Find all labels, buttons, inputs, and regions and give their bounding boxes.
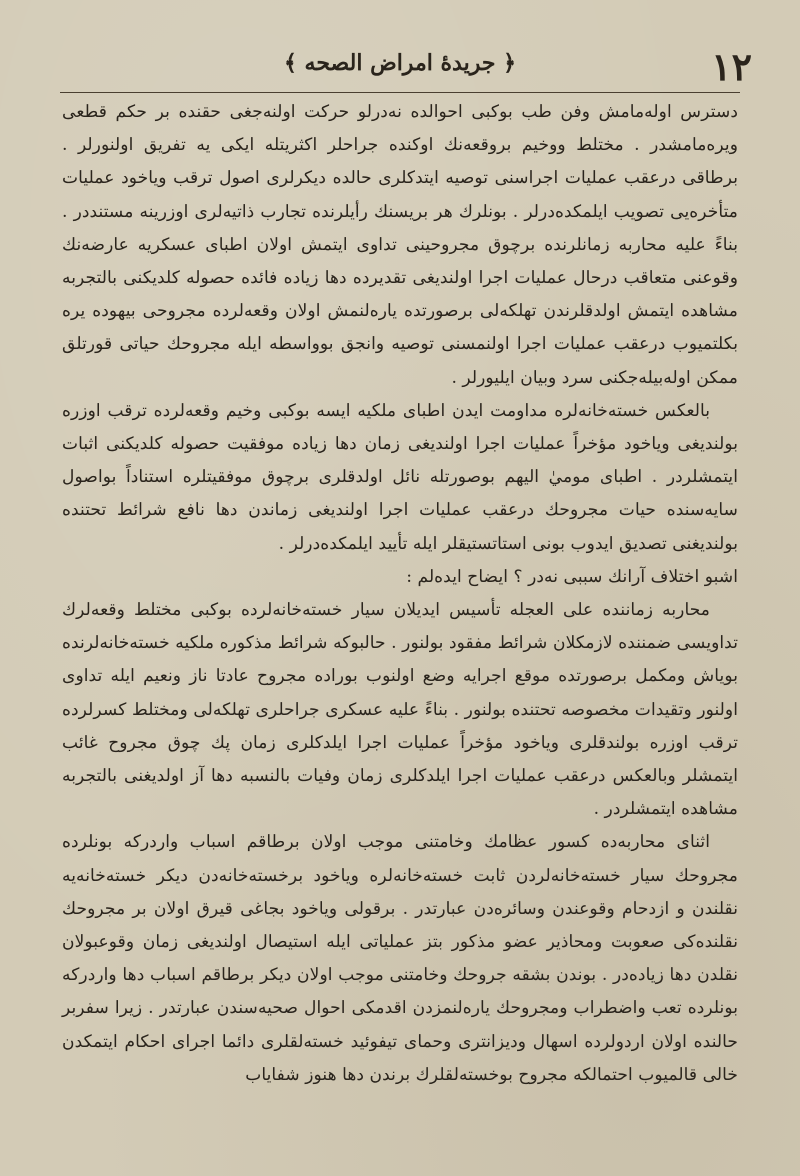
- paragraph-4: محاربە زمانندە على العجلە تأسيس ايديلان سيار خستەخانەلردە بوكبى مختلط وقعەلرك تداويسى ضمنندە لازمكلان شرائط مفقود بولنور . حالبوكە شرائط مذكورە ملكيە خستەخانەلرندە بوياش ومكمل برصورتدە موقع اجرايە وضع اولنوب بورادە مجروح عادتا ناز ونعيم ايلە تداوى اولنور وتقيدات مخصوصە تحتندە بولنور . بناءً عليە عسكرى جراحلرى تهلكەلى ومختلط كسرلردە ترقب اوزرە بولندقلرى وياخود مؤخراً عمليات اجرا ايلدكلرى زمان پك چوق مجروح غائب ايتمشلر وبالعكس درعقب عمليات اجرا ايلدكلرى زمان وفيات بالنسبە دها آز اولديغنى بالتجربە مشاهدە ايتمشلردر .: [62, 600, 738, 820]
- paragraph-1: دسترس اولەمامش وفن طب بوكبى احوالدە نەدرلو حركت اولنەجغى حقندە بر حكم قطعى ويرەمامشدر . مختلط ووخيم بروقعەنك اوكندە جراحلر اكثريتلە ايكى يە تفريق اولنورلر . برطاقى درعقب عمليات اجراسنى توصيە ايتدكلرى حالدە ديكرلرى اصول ترقب وياخود عمليات متأخرەيى تصويب ايلمكدەدرلر . بونلرك هر بريسنك رأيلرندە تجارب ذاتيەلرى اوزرينە مستنددر . بناءً عليە محاربە زمانلرندە برچوق مجروحينى تداوى ايتمش اولان اطباى عسكريە عارضەنك وقوعنى متعاقب درحال عمليات اجرا اولندیغى تقدیردە دها زيادە فائدە حصولە كلديكنى بالتجربە مشاهدە ايتمش اولدقلرندن تهلكەلى برصورتدە يارەلنمش اولان وقعەلردە مجروحى بيهودە يرە بكلتميوب درعقب عمليات اجرا اولنمسنى توصيە وانجق بوواسطە ايلە مجروحك حياتى قورتلق ممكن اولەبيلەجكنى سرد وبيان ايليورلر .: [62, 102, 738, 388]
- paragraph-2: بالعكس خستەخانەلرە مداومت ايدن اطباى ملكيە ايسە بوكبى وخيم وقعەلردە ترقب اوزرە بولنديغى وياخود مؤخراً عمليات اجرا اولنديغى زمان دها زيادە موفقيت حصولە كلديكنى اثبات ايتمشلردر . اطباى موميٰ اليهم بوصورتلە نائل اولدقلرى برچوق موفقيتلرە استناداً بواصول سايەسندە حيات مجروحك درعقب عمليات اجرا اولنديغى زماندن دها نافع شرائط تحتندە بولنديغنى تصديق ايدوب بونى استاتستيقلر ايلە تأييد ايلمكدەدرلر .: [62, 400, 738, 554]
- paragraph-3: اشبو اختلاف آرانك سببى نەدر ؟ ايضاح ايدەلم :: [406, 566, 738, 587]
- paragraph-5: اثناى محاربەدە كسور عظامك وخامتنى موجب اولان برطاقم اسباب واردركە بونلردە مجروحك سيار خستەخانەلردن ثابت خستەخانەلرە وياخود برخستەخانەدن ديكر خستەخانەيە نقلندن و ازدحام وقوعندن وسائرەدن عبارتدر . برقولى وياخود بجاغى قيرق اولان بر مجروحك نقلندەكى صعوبت ومحاذير عضو مذكور بتز عملياتى ايلە استيصال اولنديغى زمان وقوعبولان نقلدن دها زيادەدر . بوندن بشقە جروحك وخامتنى موجب اولان ديكر برطاقم اسباب دها واردركە بونلردە تعب واضطراب ومجروحك يارەلنمزدن اقدمكى احوال صحيەسندن عبارتدر . زيرا سفربر حالندە اولان اردولردە اسهال وديزانترى وحماى تيفوئيد خستەلقلرى دائما اجراى احكام ايتمكدن خالى قالميوب احتمالكە مجروح بوخستەلقلرك برندن دها هنوز شفاياب: [62, 832, 738, 1085]
- journal-title: ﴿ جريدهٔ امراض الصحه ﴾: [284, 50, 516, 76]
- body-text: [62, 96, 738, 1092]
- header-divider: [60, 92, 740, 93]
- page-number: ١٢: [711, 44, 752, 89]
- page-header: [40, 36, 760, 92]
